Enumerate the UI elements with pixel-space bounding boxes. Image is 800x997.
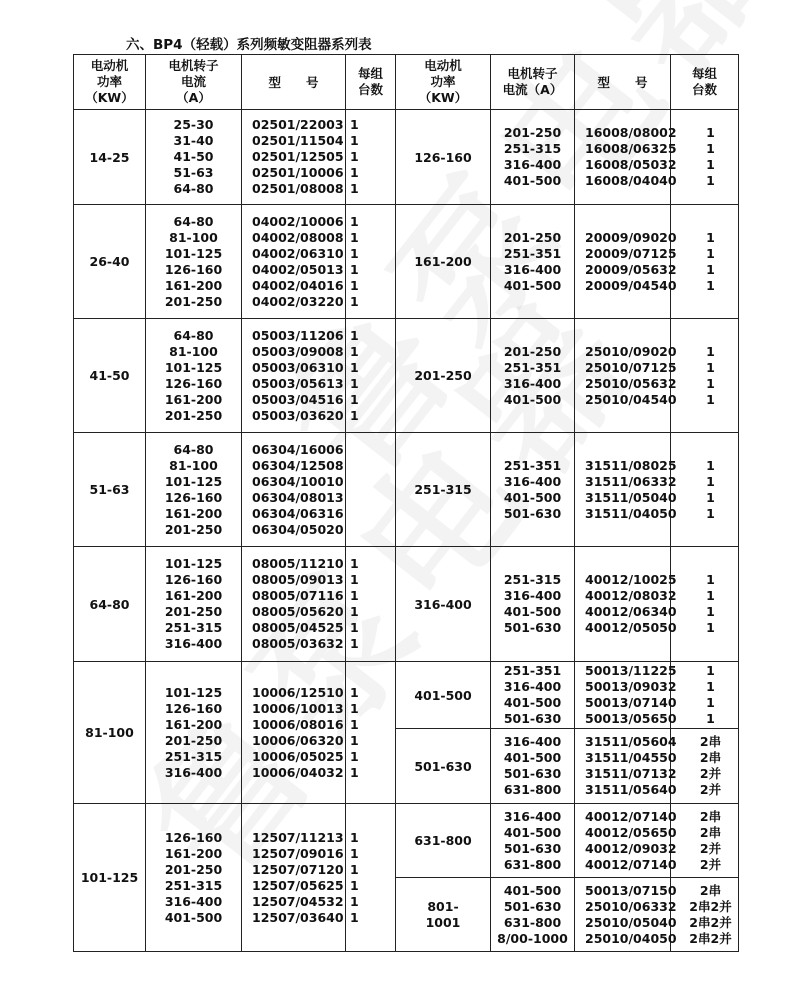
model-cell: 12507/11213 12507/09016 12507/07120 12507/05625 12507/04532 12507/03640 (242, 804, 346, 952)
model-cell: 16008/08002 16008/06325 16008/05032 16008/04040 (575, 110, 671, 205)
current-cell: 251-351 316-400 401-500 501-630 (491, 662, 575, 729)
spec-table (73, 54, 739, 952)
power-cell: 101-125 (74, 804, 146, 952)
count-cell: 1 1 1 1 1 1 (346, 662, 396, 804)
table-row (74, 205, 739, 319)
count-cell: 2串 2串2并 2串2并 2串2并 (671, 878, 739, 952)
col-header-power-right: 电动机 功率 （KW） (396, 55, 491, 110)
power-cell: 801- 1001 (396, 878, 491, 952)
current-cell: 101-125 126-160 161-200 201-250 251-315 316-400 (146, 547, 242, 662)
power-cell: 251-315 (396, 433, 491, 547)
count-cell: 1 1 1 1 1 1 (346, 547, 396, 662)
table-row (74, 110, 739, 205)
count-cell: 1 1 1 1 (671, 110, 739, 205)
current-cell: 316-400 401-500 501-630 631-800 (491, 804, 575, 878)
count-cell: 2串 2串 2并 2并 (671, 729, 739, 804)
model-cell: 05003/11206 05003/09008 05003/06310 05003/05613 05003/04516 05003/03620 (242, 319, 346, 433)
model-cell: 06304/16006 06304/12508 06304/10010 06304/08013 06304/06316 06304/05020 (242, 433, 346, 547)
power-cell: 501-630 (396, 729, 491, 804)
model-cell: 40012/07140 40012/05650 40012/09032 40012/07140 (575, 804, 671, 878)
col-header-model-right: 型 号 (575, 55, 671, 110)
page-title: 六、BP4（轻载）系列频敏变阻器系列表 (126, 37, 372, 53)
col-header-count: 每组 台数 (346, 55, 396, 110)
count-cell: 1 1 1 1 (671, 662, 739, 729)
power-cell: 64-80 (74, 547, 146, 662)
current-cell: 251-351 316-400 401-500 501-630 (491, 433, 575, 547)
count-cell: 2串 2串 2并 2并 (671, 804, 739, 878)
current-cell: 25-30 31-40 41-50 51-63 64-80 (146, 110, 242, 205)
model-cell: 25010/09020 25010/07125 25010/05632 25010/04540 (575, 319, 671, 433)
current-cell: 201-250 251-351 316-400 401-500 (491, 205, 575, 319)
col-header-current: 电机转子 电流 （A） (146, 55, 242, 110)
model-cell: 31511/08025 31511/06332 31511/05040 31511/04050 (575, 433, 671, 547)
count-cell (346, 433, 396, 547)
current-cell: 316-400 401-500 501-630 631-800 (491, 729, 575, 804)
current-cell: 101-125 126-160 161-200 201-250 251-315 316-400 (146, 662, 242, 804)
model-cell: 50013/07150 25010/06332 25010/05040 25010/04050 (575, 878, 671, 952)
current-cell: 64-80 81-100 101-125 126-160 161-200 201-250 (146, 319, 242, 433)
table-row (74, 804, 739, 878)
count-cell: 1 1 1 1 1 1 (346, 205, 396, 319)
model-cell: 50013/11225 50013/09032 50013/07140 50013/05650 (575, 662, 671, 729)
power-cell: 161-200 (396, 205, 491, 319)
power-cell: 41-50 (74, 319, 146, 433)
model-cell: 10006/12510 10006/10013 10006/08016 10006/06320 10006/05025 10006/04032 (242, 662, 346, 804)
current-cell: 201-250 251-351 316-400 401-500 (491, 319, 575, 433)
table-row (74, 547, 739, 662)
power-cell: 201-250 (396, 319, 491, 433)
col-header-model: 型 号 (242, 55, 346, 110)
count-cell: 1 1 1 1 (671, 205, 739, 319)
power-cell: 26-40 (74, 205, 146, 319)
count-cell: 1 1 1 1 (671, 433, 739, 547)
current-cell: 64-80 81-100 101-125 126-160 161-200 201-250 (146, 433, 242, 547)
count-cell: 1 1 1 1 (671, 547, 739, 662)
power-cell: 631-800 (396, 804, 491, 878)
col-header-current-right: 电机转子 电流（A） (491, 55, 575, 110)
power-cell: 316-400 (396, 547, 491, 662)
current-cell: 401-500 501-630 631-800 8/00-1000 (491, 878, 575, 952)
table-row (74, 662, 739, 729)
model-cell: 31511/05604 31511/04550 31511/07132 31511/05640 (575, 729, 671, 804)
col-header-count-right: 每组 台数 (671, 55, 739, 110)
power-cell: 401-500 (396, 662, 491, 729)
col-header-power: 电动机 功率 （KW） (74, 55, 146, 110)
model-cell: 20009/09020 20009/07125 20009/05632 20009/04540 (575, 205, 671, 319)
current-cell: 126-160 161-200 201-250 251-315 316-400 401-500 (146, 804, 242, 952)
power-cell: 126-160 (396, 110, 491, 205)
power-cell: 81-100 (74, 662, 146, 804)
table-row (74, 433, 739, 547)
model-cell: 04002/10006 04002/08008 04002/06310 04002/05013 04002/04016 04002/03220 (242, 205, 346, 319)
header-row (74, 55, 739, 110)
count-cell: 1 1 1 1 1 (346, 110, 396, 205)
power-cell: 14-25 (74, 110, 146, 205)
count-cell: 1 1 1 1 (671, 319, 739, 433)
table-row (74, 319, 739, 433)
count-cell: 1 1 1 1 1 1 (346, 804, 396, 952)
model-cell: 40012/10025 40012/08032 40012/06340 40012/05050 (575, 547, 671, 662)
current-cell: 201-250 251-315 316-400 401-500 (491, 110, 575, 205)
count-cell: 1 1 1 1 1 1 (346, 319, 396, 433)
model-cell: 02501/22003 02501/11504 02501/12505 02501/10006 02501/08008 (242, 110, 346, 205)
current-cell: 251-315 316-400 401-500 501-630 (491, 547, 575, 662)
current-cell: 64-80 81-100 101-125 126-160 161-200 201-250 (146, 205, 242, 319)
model-cell: 08005/11210 08005/09013 08005/07116 08005/05620 08005/04525 08005/03632 (242, 547, 346, 662)
power-cell: 51-63 (74, 433, 146, 547)
